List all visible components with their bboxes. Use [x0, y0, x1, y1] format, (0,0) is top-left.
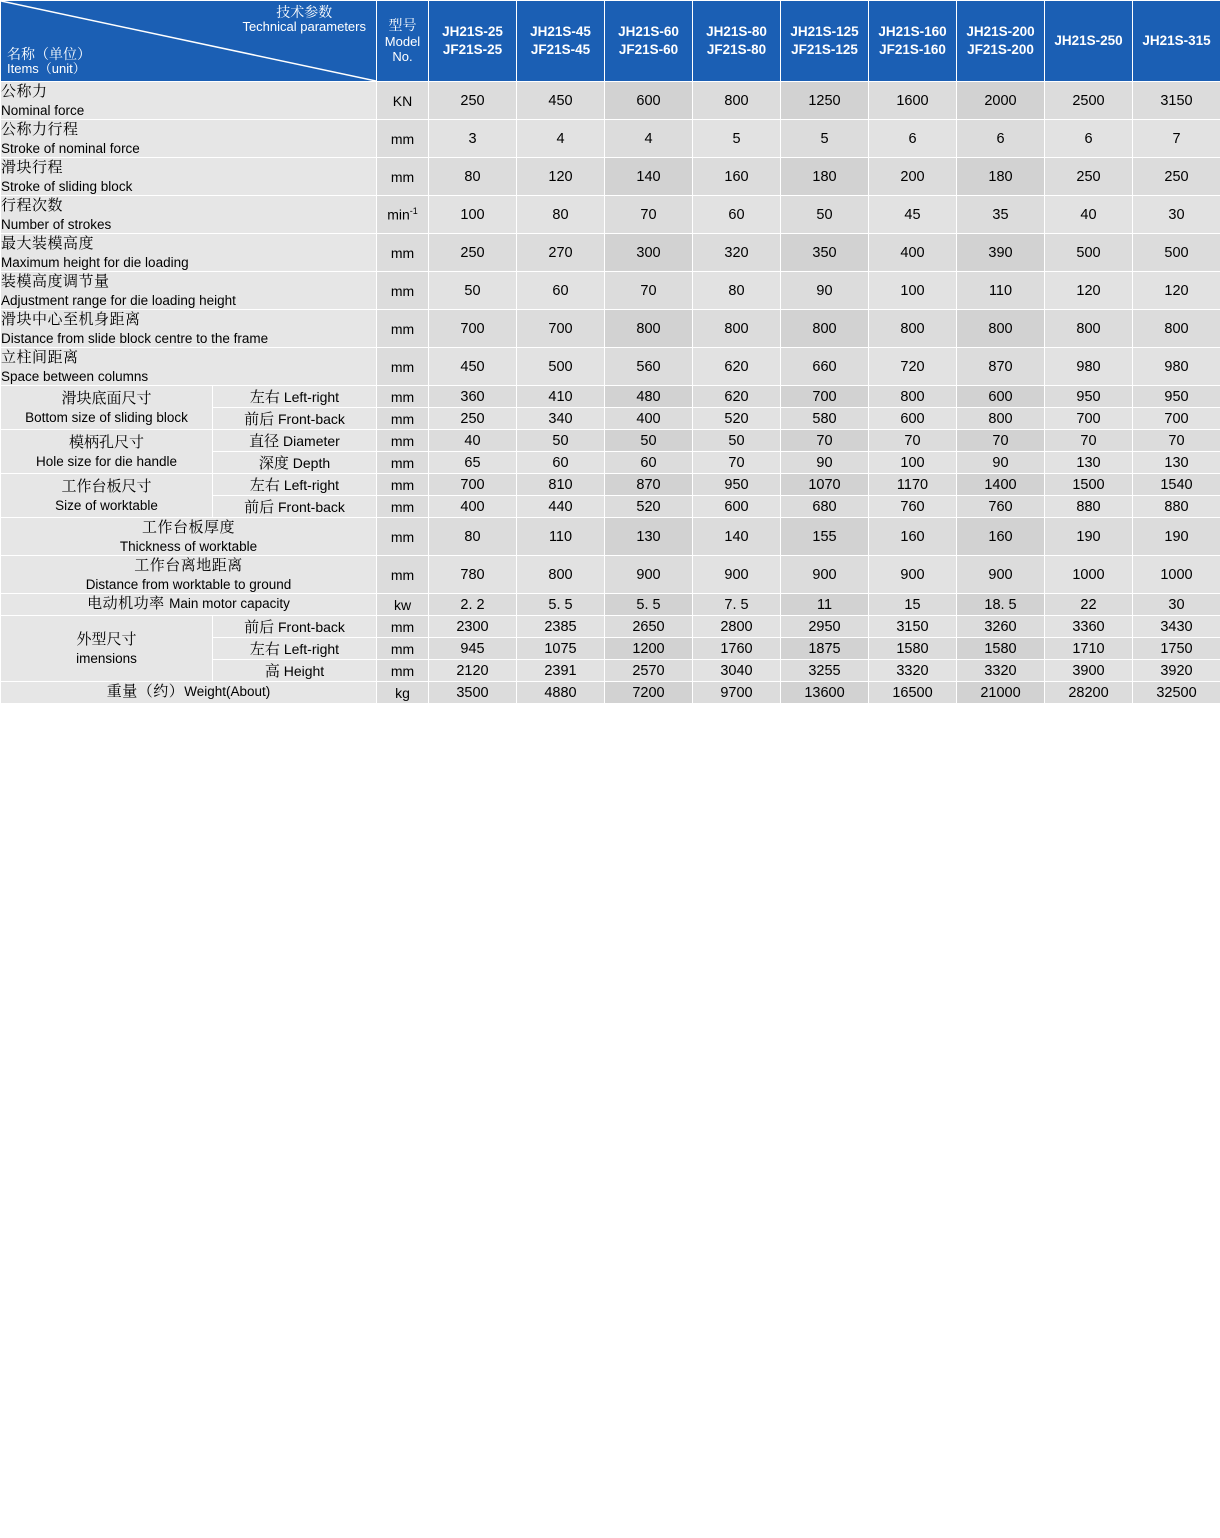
value-cell: 80 — [429, 518, 517, 556]
value-cell: 7 — [1133, 120, 1220, 158]
table-row — [1, 310, 1220, 348]
value-cell: 1000 — [1133, 556, 1220, 594]
value-cell: 1750 — [1133, 638, 1220, 660]
header-col-7: JH21S-250 — [1045, 1, 1133, 82]
value-cell: 3255 — [781, 660, 869, 682]
table-row — [1, 120, 1220, 158]
unit-cell: mm — [377, 474, 429, 496]
value-cell: 190 — [1045, 518, 1133, 556]
item-main-motor-capacity: 电动机功率 Main motor capacity — [1, 594, 377, 616]
header-col-1: JH21S-45 JF21S-45 — [517, 1, 605, 82]
value-cell: 80 — [693, 272, 781, 310]
item-distance-slide-to-frame: 滑块中心至机身距离 Distance from slide block centre to the frame — [1, 310, 377, 348]
value-cell: 3320 — [869, 660, 957, 682]
value-cell: 13600 — [781, 682, 869, 704]
table-row — [1, 430, 1220, 452]
value-cell: 1600 — [869, 82, 957, 120]
value-cell: 660 — [781, 348, 869, 386]
item-max-height-die-loading: 最大装模高度 Maximum height for die loading — [1, 234, 377, 272]
header-col-6: JH21S-200 JF21S-200 — [957, 1, 1045, 82]
value-cell: 2391 — [517, 660, 605, 682]
group-hole-size-die-handle: 模柄孔尺寸 Hole size for die handle — [1, 430, 213, 474]
value-cell: 700 — [429, 310, 517, 348]
value-cell: 800 — [693, 310, 781, 348]
value-cell: 1760 — [693, 638, 781, 660]
subitem-left-right: 左右 Left-right — [213, 638, 377, 660]
value-cell: 3360 — [1045, 616, 1133, 638]
item-thickness-of-worktable: 工作台板厚度 Thickness of worktable — [1, 518, 377, 556]
value-cell: 1580 — [957, 638, 1045, 660]
value-cell: 50 — [429, 272, 517, 310]
value-cell: 50 — [605, 430, 693, 452]
item-stroke-of-nominal-force: 公称力行程 Stroke of nominal force — [1, 120, 377, 158]
value-cell: 70 — [1045, 430, 1133, 452]
value-cell: 900 — [781, 556, 869, 594]
value-cell: 410 — [517, 386, 605, 408]
value-cell: 90 — [957, 452, 1045, 474]
subitem-depth: 深度 Depth — [213, 452, 377, 474]
unit-cell: kg — [377, 682, 429, 704]
header-items: 名称（单位） Items（unit） — [7, 45, 91, 77]
value-cell: 5 — [693, 120, 781, 158]
subitem-left-right: 左右 Left-right — [213, 386, 377, 408]
value-cell: 800 — [605, 310, 693, 348]
value-cell: 180 — [957, 158, 1045, 196]
item-nominal-force: 公称力 Nominal force — [1, 82, 377, 120]
value-cell: 800 — [781, 310, 869, 348]
value-cell: 3900 — [1045, 660, 1133, 682]
table-row — [1, 348, 1220, 386]
value-cell: 680 — [781, 496, 869, 518]
value-cell: 2950 — [781, 616, 869, 638]
value-cell: 140 — [693, 518, 781, 556]
value-cell: 120 — [1045, 272, 1133, 310]
subitem-height: 高 Height — [213, 660, 377, 682]
value-cell: 350 — [781, 234, 869, 272]
table-row — [1, 594, 1220, 616]
value-cell: 130 — [1045, 452, 1133, 474]
item-number-of-strokes: 行程次数 Number of strokes — [1, 196, 377, 234]
technical-parameters-table — [0, 0, 1220, 704]
value-cell: 1075 — [517, 638, 605, 660]
value-cell: 50 — [781, 196, 869, 234]
value-cell: 2. 2 — [429, 594, 517, 616]
group-bottom-size-sliding-block: 滑块底面尺寸 Bottom size of sliding block — [1, 386, 213, 430]
item-stroke-of-sliding-block: 滑块行程 Stroke of sliding block — [1, 158, 377, 196]
value-cell: 900 — [693, 556, 781, 594]
table-row — [1, 272, 1220, 310]
value-cell: 32500 — [1133, 682, 1220, 704]
table-row — [1, 682, 1220, 704]
unit-cell: mm — [377, 556, 429, 594]
value-cell: 50 — [693, 430, 781, 452]
value-cell: 1400 — [957, 474, 1045, 496]
unit-cell: mm — [377, 386, 429, 408]
value-cell: 1540 — [1133, 474, 1220, 496]
value-cell: 70 — [693, 452, 781, 474]
value-cell: 870 — [605, 474, 693, 496]
item-distance-worktable-to-ground: 工作台离地距离 Distance from worktable to ground — [1, 556, 377, 594]
value-cell: 600 — [869, 408, 957, 430]
unit-cell: mm — [377, 430, 429, 452]
value-cell: 1170 — [869, 474, 957, 496]
value-cell: 450 — [517, 82, 605, 120]
value-cell: 580 — [781, 408, 869, 430]
value-cell: 400 — [429, 496, 517, 518]
subitem-front-back: 前后 Front-back — [213, 616, 377, 638]
value-cell: 40 — [429, 430, 517, 452]
value-cell: 980 — [1133, 348, 1220, 386]
value-cell: 22 — [1045, 594, 1133, 616]
value-cell: 620 — [693, 386, 781, 408]
value-cell: 80 — [517, 196, 605, 234]
value-cell: 450 — [429, 348, 517, 386]
value-cell: 16500 — [869, 682, 957, 704]
value-cell: 1200 — [605, 638, 693, 660]
value-cell: 60 — [605, 452, 693, 474]
header-model-no: 型号 Model No. — [377, 1, 429, 82]
value-cell: 800 — [869, 386, 957, 408]
value-cell: 270 — [517, 234, 605, 272]
unit-cell: $\min^{-1}$ — [377, 196, 429, 234]
value-cell: 780 — [429, 556, 517, 594]
value-cell: 800 — [957, 310, 1045, 348]
value-cell: 2800 — [693, 616, 781, 638]
header-col-5: JH21S-160 JF21S-160 — [869, 1, 957, 82]
value-cell: 7. 5 — [693, 594, 781, 616]
value-cell: 800 — [869, 310, 957, 348]
unit-cell: mm — [377, 272, 429, 310]
value-cell: 2570 — [605, 660, 693, 682]
value-cell: 500 — [1045, 234, 1133, 272]
value-cell: 1250 — [781, 82, 869, 120]
value-cell: 3 — [429, 120, 517, 158]
value-cell: 9700 — [693, 682, 781, 704]
value-cell: 40 — [1045, 196, 1133, 234]
subitem-front-back: 前后 Front-back — [213, 496, 377, 518]
value-cell: 2000 — [957, 82, 1045, 120]
value-cell: 880 — [1133, 496, 1220, 518]
value-cell: 5 — [781, 120, 869, 158]
value-cell: 160 — [869, 518, 957, 556]
value-cell: 250 — [429, 234, 517, 272]
header-col-8: JH21S-315 — [1133, 1, 1220, 82]
value-cell: 90 — [781, 452, 869, 474]
value-cell: 5. 5 — [517, 594, 605, 616]
value-cell: 400 — [605, 408, 693, 430]
value-cell: 3430 — [1133, 616, 1220, 638]
unit-cell: mm — [377, 638, 429, 660]
value-cell: 6 — [869, 120, 957, 158]
value-cell: 7200 — [605, 682, 693, 704]
value-cell: 600 — [605, 82, 693, 120]
value-cell: 480 — [605, 386, 693, 408]
value-cell: 2650 — [605, 616, 693, 638]
unit-cell: mm — [377, 348, 429, 386]
value-cell: 1580 — [869, 638, 957, 660]
value-cell: 810 — [517, 474, 605, 496]
value-cell: 440 — [517, 496, 605, 518]
value-cell: 5. 5 — [605, 594, 693, 616]
value-cell: 800 — [1045, 310, 1133, 348]
value-cell: 250 — [429, 82, 517, 120]
unit-cell: mm — [377, 234, 429, 272]
value-cell: 900 — [957, 556, 1045, 594]
value-cell: 3150 — [869, 616, 957, 638]
table-row — [1, 158, 1220, 196]
value-cell: 70 — [605, 196, 693, 234]
value-cell: 360 — [429, 386, 517, 408]
value-cell: 2120 — [429, 660, 517, 682]
value-cell: 45 — [869, 196, 957, 234]
value-cell: 35 — [957, 196, 1045, 234]
value-cell: 2500 — [1045, 82, 1133, 120]
value-cell: 250 — [1045, 158, 1133, 196]
table-header-row — [1, 1, 1220, 82]
value-cell: 720 — [869, 348, 957, 386]
value-cell: 900 — [605, 556, 693, 594]
header-col-4: JH21S-125 JF21S-125 — [781, 1, 869, 82]
value-cell: 100 — [429, 196, 517, 234]
value-cell: 100 — [869, 272, 957, 310]
table-row — [1, 616, 1220, 638]
unit-cell: mm — [377, 120, 429, 158]
value-cell: 700 — [517, 310, 605, 348]
value-cell: 70 — [781, 430, 869, 452]
value-cell: 340 — [517, 408, 605, 430]
value-cell: 11 — [781, 594, 869, 616]
unit-cell: kw — [377, 594, 429, 616]
subitem-front-back: 前后 Front-back — [213, 408, 377, 430]
value-cell: 600 — [693, 496, 781, 518]
value-cell: 6 — [1045, 120, 1133, 158]
value-cell: 390 — [957, 234, 1045, 272]
value-cell: 700 — [781, 386, 869, 408]
value-cell: 200 — [869, 158, 957, 196]
value-cell: 3320 — [957, 660, 1045, 682]
header-col-3: JH21S-80 JF21S-80 — [693, 1, 781, 82]
value-cell: 65 — [429, 452, 517, 474]
value-cell: 21000 — [957, 682, 1045, 704]
group-overall-dimensions: 外型尺寸 imensions — [1, 616, 213, 682]
value-cell: 870 — [957, 348, 1045, 386]
value-cell: 4880 — [517, 682, 605, 704]
value-cell: 80 — [429, 158, 517, 196]
value-cell: 500 — [517, 348, 605, 386]
value-cell: 250 — [429, 408, 517, 430]
value-cell: 60 — [693, 196, 781, 234]
value-cell: 28200 — [1045, 682, 1133, 704]
value-cell: 70 — [605, 272, 693, 310]
value-cell: 3920 — [1133, 660, 1220, 682]
value-cell: 300 — [605, 234, 693, 272]
value-cell: 320 — [693, 234, 781, 272]
value-cell: 130 — [1133, 452, 1220, 474]
subitem-diameter: 直径 Diameter — [213, 430, 377, 452]
value-cell: 4 — [517, 120, 605, 158]
value-cell: 120 — [1133, 272, 1220, 310]
value-cell: 950 — [1045, 386, 1133, 408]
item-space-between-columns: 立柱间距离 Space between columns — [1, 348, 377, 386]
value-cell: 1000 — [1045, 556, 1133, 594]
table-row — [1, 82, 1220, 120]
value-cell: 60 — [517, 452, 605, 474]
table-row — [1, 196, 1220, 234]
value-cell: 800 — [693, 82, 781, 120]
value-cell: 760 — [957, 496, 1045, 518]
value-cell: 30 — [1133, 196, 1220, 234]
unit-cell: mm — [377, 452, 429, 474]
value-cell: 60 — [517, 272, 605, 310]
table-row — [1, 556, 1220, 594]
value-cell: 1070 — [781, 474, 869, 496]
value-cell: 140 — [605, 158, 693, 196]
value-cell: 110 — [957, 272, 1045, 310]
value-cell: 600 — [957, 386, 1045, 408]
value-cell: 70 — [869, 430, 957, 452]
header-col-2: JH21S-60 JF21S-60 — [605, 1, 693, 82]
value-cell: 500 — [1133, 234, 1220, 272]
value-cell: 1875 — [781, 638, 869, 660]
subitem-left-right: 左右 Left-right — [213, 474, 377, 496]
table-row — [1, 234, 1220, 272]
item-adjustment-range-die-loading: 装模高度调节量 Adjustment range for die loading height — [1, 272, 377, 310]
value-cell: 1500 — [1045, 474, 1133, 496]
value-cell: 800 — [1133, 310, 1220, 348]
unit-cell: mm — [377, 496, 429, 518]
header-corner-cell — [1, 1, 377, 82]
value-cell: 3150 — [1133, 82, 1220, 120]
value-cell: 800 — [957, 408, 1045, 430]
value-cell: 700 — [1133, 408, 1220, 430]
unit-cell: mm — [377, 408, 429, 430]
unit-cell: mm — [377, 518, 429, 556]
unit-cell: mm — [377, 158, 429, 196]
unit-cell: mm — [377, 660, 429, 682]
value-cell: 130 — [605, 518, 693, 556]
unit-cell: KN — [377, 82, 429, 120]
value-cell: 190 — [1133, 518, 1220, 556]
unit-cell: mm — [377, 616, 429, 638]
value-cell: 160 — [957, 518, 1045, 556]
value-cell: 180 — [781, 158, 869, 196]
value-cell: 700 — [429, 474, 517, 496]
value-cell: 3260 — [957, 616, 1045, 638]
value-cell: 6 — [957, 120, 1045, 158]
value-cell: 70 — [1133, 430, 1220, 452]
value-cell: 160 — [693, 158, 781, 196]
value-cell: 520 — [693, 408, 781, 430]
value-cell: 880 — [1045, 496, 1133, 518]
value-cell: 2300 — [429, 616, 517, 638]
value-cell: 250 — [1133, 158, 1220, 196]
table-row — [1, 386, 1220, 408]
value-cell: 700 — [1045, 408, 1133, 430]
value-cell: 90 — [781, 272, 869, 310]
value-cell: 15 — [869, 594, 957, 616]
value-cell: 400 — [869, 234, 957, 272]
value-cell: 3500 — [429, 682, 517, 704]
value-cell: 560 — [605, 348, 693, 386]
value-cell: 1710 — [1045, 638, 1133, 660]
value-cell: 30 — [1133, 594, 1220, 616]
value-cell: 980 — [1045, 348, 1133, 386]
item-weight: 重量（约）Weight(About) — [1, 682, 377, 704]
value-cell: 3040 — [693, 660, 781, 682]
value-cell: 110 — [517, 518, 605, 556]
value-cell: 900 — [869, 556, 957, 594]
value-cell: 50 — [517, 430, 605, 452]
group-size-of-worktable: 工作台板尺寸 Size of worktable — [1, 474, 213, 518]
value-cell: 155 — [781, 518, 869, 556]
header-tech-params: 技术参数 Technical parameters — [242, 4, 366, 35]
value-cell: 18. 5 — [957, 594, 1045, 616]
value-cell: 620 — [693, 348, 781, 386]
header-col-0: JH21S-25 JF21S-25 — [429, 1, 517, 82]
value-cell: 100 — [869, 452, 957, 474]
unit-cell: mm — [377, 310, 429, 348]
value-cell: 950 — [693, 474, 781, 496]
table-row — [1, 518, 1220, 556]
table-row — [1, 474, 1220, 496]
value-cell: 800 — [517, 556, 605, 594]
value-cell: 945 — [429, 638, 517, 660]
value-cell: 760 — [869, 496, 957, 518]
value-cell: 70 — [957, 430, 1045, 452]
value-cell: 520 — [605, 496, 693, 518]
value-cell: 120 — [517, 158, 605, 196]
value-cell: 950 — [1133, 386, 1220, 408]
value-cell: 4 — [605, 120, 693, 158]
value-cell: 2385 — [517, 616, 605, 638]
